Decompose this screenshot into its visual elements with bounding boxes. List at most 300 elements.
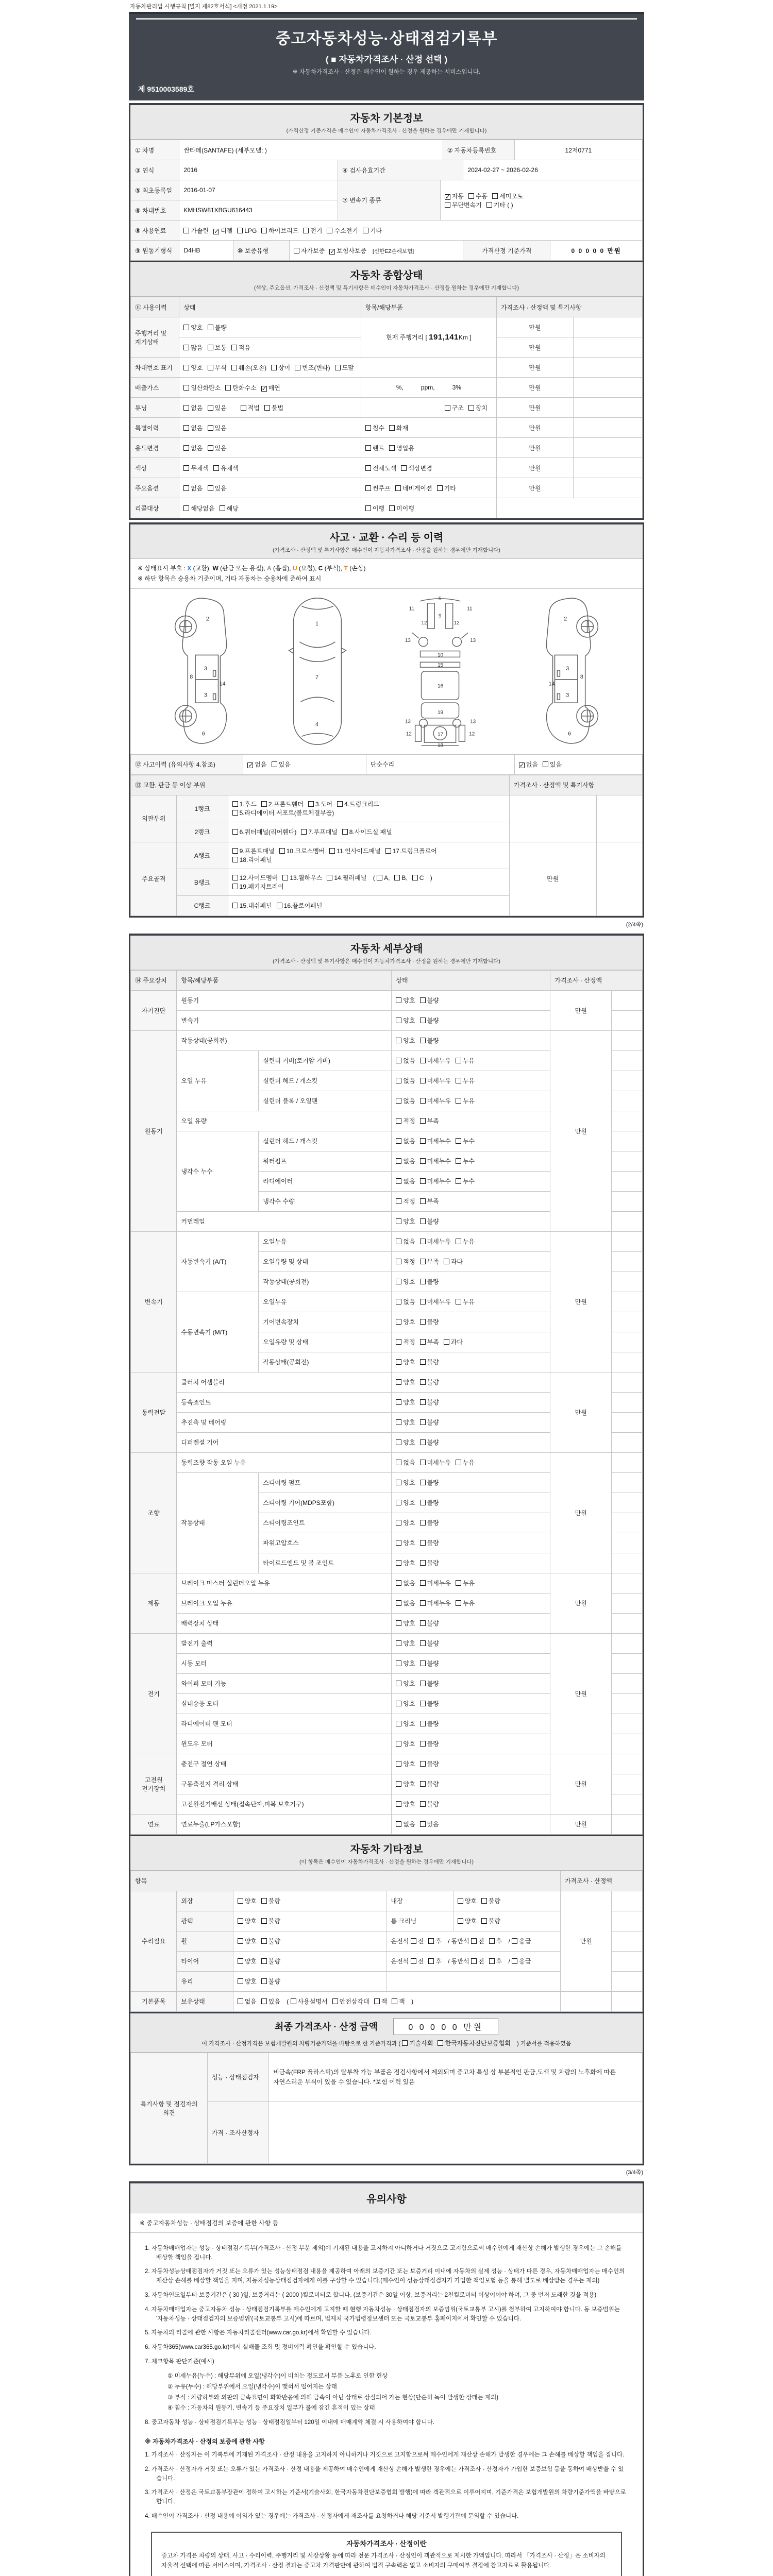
checkbox-option[interactable]	[231, 343, 250, 352]
checkbox-option[interactable]	[456, 1137, 475, 1145]
checkbox-option[interactable]	[420, 1036, 439, 1045]
checkbox-option[interactable]	[420, 1096, 451, 1105]
checkbox-option[interactable]	[489, 1937, 502, 1945]
basic-row-5	[130, 220, 643, 241]
checkbox-option[interactable]	[329, 246, 366, 255]
checkbox-option[interactable]	[327, 226, 358, 235]
checkbox-option[interactable]	[420, 1418, 439, 1427]
checkbox-option[interactable]	[420, 1498, 439, 1507]
price-cell: 만원	[496, 398, 573, 418]
checkbox-option[interactable]	[308, 800, 332, 808]
checkbox-option[interactable]	[261, 800, 304, 808]
checkbox-option[interactable]	[208, 403, 227, 412]
column-header: 상태	[392, 970, 550, 990]
checkbox-option[interactable]	[238, 1937, 257, 1945]
checkbox-label: 없음	[403, 1158, 415, 1165]
checkbox-option[interactable]	[481, 1896, 500, 1905]
checkbox-option[interactable]	[543, 760, 562, 769]
unchecked-box-icon	[396, 1500, 401, 1505]
value-cell	[573, 438, 642, 458]
checkbox-option[interactable]	[396, 1619, 415, 1628]
checkbox-label: 미세누유	[427, 1077, 451, 1085]
checkbox-option[interactable]	[261, 1997, 280, 2006]
checkbox-option[interactable]	[420, 1257, 439, 1266]
checkbox-option[interactable]	[512, 1957, 531, 1965]
checkbox-option[interactable]	[232, 827, 297, 836]
checkbox-label: 불량	[427, 1499, 439, 1507]
checkbox-option[interactable]	[420, 1337, 439, 1346]
unchecked-box-icon	[396, 1379, 401, 1385]
checkbox-option[interactable]	[396, 1780, 415, 1788]
checkbox-option[interactable]	[471, 1957, 484, 1965]
checkbox-option[interactable]	[444, 1337, 463, 1346]
checkbox-option[interactable]	[208, 444, 227, 452]
value-cell	[612, 1573, 643, 1593]
checkbox-option[interactable]	[456, 1056, 475, 1065]
basic-info-tables	[130, 140, 643, 261]
checkbox-option[interactable]	[420, 1639, 439, 1648]
checkbox-option[interactable]	[420, 1137, 451, 1145]
item-group-cell: 오일 누유	[177, 1050, 259, 1111]
checkbox-option[interactable]	[420, 1518, 439, 1527]
checkbox-label: 기타	[369, 227, 382, 234]
checkbox-option[interactable]	[396, 1137, 415, 1145]
checkbox-option[interactable]	[232, 800, 257, 808]
checkbox-option[interactable]	[208, 343, 227, 352]
checkbox-option[interactable]	[411, 1957, 424, 1965]
checkbox-label: 불량	[427, 1439, 439, 1447]
checkbox-option[interactable]	[396, 1719, 415, 1728]
checkbox-option[interactable]	[401, 464, 432, 472]
checkbox-option[interactable]	[396, 1398, 415, 1406]
checkbox-option[interactable]	[396, 1599, 415, 1607]
checkbox-option[interactable]	[445, 200, 482, 209]
label-cell: 리콜대상	[131, 498, 179, 518]
checkbox-label: 양호	[403, 1499, 415, 1507]
checkbox-option[interactable]	[458, 1896, 477, 1905]
checkbox-option[interactable]	[183, 323, 203, 332]
item-cell: 오일누유	[259, 1292, 392, 1312]
unchecked-box-icon	[208, 345, 213, 350]
checkbox-option[interactable]	[456, 1579, 475, 1587]
final-price-note: 이 가격조사 · 산정가격은 보험개발원의 차량기준가액을 바탕으로 한 기준가격과 ( 기술사회 한국자동차진단보증협회 ) 기준서를 적용하였음	[130, 2036, 643, 2053]
checkbox-option[interactable]	[420, 1116, 439, 1125]
checkbox-option[interactable]	[389, 444, 414, 452]
device-cell: 제동	[131, 1573, 177, 1633]
unchecked-box-icon	[396, 1038, 401, 1043]
checkbox-label: 전	[417, 1938, 424, 1945]
checkbox-label: 불량	[427, 1017, 439, 1025]
checkbox-option[interactable]	[420, 1217, 439, 1226]
checkbox-option[interactable]	[411, 1937, 424, 1945]
checkbox-option[interactable]	[396, 1820, 415, 1828]
checkbox-option[interactable]	[396, 1579, 415, 1587]
checkbox-option[interactable]	[237, 227, 257, 234]
checkbox-option[interactable]	[396, 1498, 415, 1507]
unchecked-box-icon	[363, 228, 368, 233]
checkbox-option[interactable]	[264, 403, 283, 412]
unchecked-box-icon	[396, 1279, 401, 1284]
unchecked-box-icon	[396, 1339, 401, 1345]
state-cell	[392, 1071, 550, 1091]
checkbox-option[interactable]	[396, 1759, 415, 1768]
checkbox-option[interactable]	[213, 226, 232, 235]
checkbox-option[interactable]	[261, 226, 298, 235]
unchecked-box-icon	[420, 1259, 426, 1264]
checkbox-option[interactable]	[428, 1937, 442, 1945]
checkbox-option[interactable]	[420, 1759, 439, 1768]
checkbox-option[interactable]	[420, 1317, 439, 1326]
checkbox-option[interactable]	[363, 226, 382, 235]
checkbox-option[interactable]	[261, 1937, 280, 1945]
checkbox-option[interactable]	[396, 1438, 415, 1447]
checkbox-option[interactable]	[329, 846, 380, 855]
checkbox-option[interactable]	[396, 1418, 415, 1427]
price-cell: 만원	[550, 1452, 612, 1573]
value-cell: 단순수리	[366, 754, 514, 774]
checkbox-option[interactable]	[183, 504, 214, 513]
checkbox-option[interactable]	[420, 1820, 439, 1828]
unchecked-box-icon	[396, 1681, 401, 1686]
checkbox-option[interactable]	[396, 1659, 415, 1668]
checkbox-option[interactable]	[420, 1277, 439, 1286]
checkbox-option[interactable]	[512, 1937, 531, 1945]
checkbox-option[interactable]	[456, 1599, 475, 1607]
svg-text:12: 12	[421, 620, 427, 626]
notice-item: 2. 가격조사 · 산정자가 거짓 또는 오류가 있는 가격조사 · 산정 내용을 제공하여 매수인에게 재산상 손해가 발생한 경우에는 가격조사 · 산정자가 가입한 보증보험 등을 통하여 배상받을 수 있습니다.	[145, 2466, 624, 2482]
checkbox-option[interactable]	[231, 363, 266, 372]
checkbox-option[interactable]	[396, 1096, 415, 1105]
checkbox-option[interactable]	[374, 1997, 388, 2006]
checkbox-option[interactable]	[420, 1076, 451, 1085]
checkbox-option[interactable]	[183, 464, 209, 472]
checkbox-option[interactable]	[420, 1378, 439, 1386]
value-cell: 12저0771	[514, 140, 642, 160]
checkbox-option[interactable]	[445, 403, 464, 412]
checkbox-option[interactable]	[420, 1458, 451, 1467]
checkbox-option[interactable]	[337, 800, 379, 808]
checkbox-option[interactable]	[420, 1478, 439, 1487]
checkbox-option[interactable]	[396, 1358, 415, 1366]
value-cell	[573, 378, 642, 398]
checkbox-label: 양호	[403, 1419, 415, 1427]
unchecked-box-icon	[456, 1078, 461, 1083]
checkbox-option[interactable]	[396, 1558, 415, 1567]
unchecked-box-icon	[374, 1998, 380, 2004]
checkbox-option[interactable]	[232, 855, 272, 864]
checkbox-option[interactable]	[183, 383, 221, 392]
value-cell	[612, 1251, 643, 1272]
checkbox-option[interactable]	[396, 1739, 415, 1748]
checkbox-option[interactable]	[396, 1157, 415, 1165]
state-cell	[392, 1010, 550, 1030]
checkbox-option[interactable]	[238, 1997, 257, 2006]
checkbox-option[interactable]	[208, 363, 227, 372]
unchecked-box-icon	[489, 1958, 495, 1964]
state-cell	[392, 1392, 550, 1412]
form-title: 중고자동차성능·상태점검기록부	[275, 30, 498, 47]
checkbox-option[interactable]	[420, 1438, 439, 1447]
checkbox-option[interactable]	[395, 484, 432, 493]
checkbox-option[interactable]	[232, 808, 334, 817]
checkbox-option[interactable]	[272, 760, 291, 769]
checkbox-option[interactable]	[396, 1076, 415, 1085]
checkbox-option[interactable]	[396, 1317, 415, 1326]
checkbox-option[interactable]	[428, 1957, 442, 1965]
checkbox-option[interactable]	[396, 1277, 415, 1286]
price-cell: 만원	[550, 1573, 612, 1633]
header-divider	[136, 18, 637, 20]
checkbox-option[interactable]	[389, 504, 414, 513]
car-side-left-diagram	[153, 595, 246, 748]
checkbox-option[interactable]	[420, 1599, 451, 1607]
checkbox-label: 침수	[372, 424, 385, 432]
checkbox-option[interactable]	[238, 1917, 257, 1925]
checkbox-label: 양호	[403, 1359, 415, 1366]
checkbox-option[interactable]	[396, 1337, 415, 1346]
checkbox-option[interactable]	[396, 1458, 415, 1467]
checkbox-option[interactable]	[396, 1679, 415, 1688]
checkbox-option[interactable]	[489, 1957, 502, 1965]
checkbox-option[interactable]	[456, 1458, 475, 1467]
checkbox-option[interactable]	[261, 1957, 280, 1965]
unchecked-box-icon	[420, 1801, 426, 1807]
checkbox-option[interactable]	[420, 1679, 439, 1688]
checkbox-option[interactable]	[420, 1719, 439, 1728]
checkbox-option[interactable]	[438, 2039, 511, 2047]
value-cell	[612, 1991, 643, 2011]
checkbox-option[interactable]	[208, 484, 227, 493]
checkbox-label: 없음	[403, 1298, 415, 1306]
label-cell: ⑦ 변속기 종류	[338, 180, 441, 221]
checkbox-option[interactable]	[420, 1177, 451, 1185]
checkbox-option[interactable]	[420, 1619, 439, 1628]
checkbox-option[interactable]	[291, 1997, 328, 2006]
checkbox-option[interactable]	[396, 1197, 415, 1206]
checkbox-option[interactable]	[420, 996, 439, 1005]
checkbox-option[interactable]	[365, 504, 384, 513]
checkbox-option[interactable]	[238, 1896, 257, 1905]
svg-text:13: 13	[405, 637, 411, 643]
checkbox-label: 9.프론트패널	[239, 848, 275, 855]
checkbox-option[interactable]	[183, 363, 203, 372]
checkbox-option[interactable]	[492, 192, 523, 200]
checkbox-option[interactable]	[396, 1699, 415, 1708]
checkbox-option[interactable]	[385, 846, 437, 855]
svg-text:14: 14	[548, 681, 555, 687]
checkbox-option[interactable]	[396, 1016, 415, 1025]
checkbox-option[interactable]	[232, 873, 278, 882]
checkbox-label: C	[419, 874, 424, 882]
checkbox-option[interactable]	[247, 760, 266, 769]
checkbox-option[interactable]	[396, 1518, 415, 1527]
checkbox-label: 없음	[191, 444, 203, 452]
item-cell: 동력조향 작동 오일 누유	[177, 1452, 392, 1472]
unchecked-box-icon	[282, 875, 288, 880]
checkbox-option[interactable]	[468, 403, 488, 412]
checkbox-option[interactable]	[396, 1800, 415, 1808]
checkbox-option[interactable]	[183, 226, 209, 235]
checkbox-option[interactable]	[271, 363, 290, 372]
checkbox-option[interactable]	[420, 1558, 439, 1567]
checkbox-label: 양호	[464, 1897, 477, 1905]
checkbox-option[interactable]	[213, 464, 239, 472]
checkbox-option[interactable]	[238, 1977, 257, 1986]
checkbox-option[interactable]	[396, 996, 415, 1005]
checkbox-option[interactable]	[303, 226, 322, 235]
checkbox-option[interactable]	[396, 1297, 415, 1306]
checkbox-option[interactable]	[301, 827, 337, 836]
checkbox-option[interactable]	[183, 484, 203, 493]
label-cell: 2랭크	[177, 822, 228, 842]
checkbox-option[interactable]	[261, 1896, 280, 1905]
checkbox-option[interactable]	[279, 846, 325, 855]
checkbox-option[interactable]	[232, 846, 275, 855]
checkbox-option[interactable]	[365, 444, 384, 452]
checkbox-option[interactable]	[294, 246, 325, 255]
checkbox-option[interactable]	[277, 901, 323, 910]
checkbox-option[interactable]	[468, 192, 488, 200]
checkbox-option[interactable]	[295, 363, 330, 372]
checkbox-option[interactable]	[332, 1997, 369, 2006]
checkbox-option[interactable]	[420, 1056, 451, 1065]
checkbox-label: 잭	[381, 1998, 388, 2006]
checkbox-option[interactable]	[327, 873, 366, 882]
checkbox-label: 없음	[403, 1077, 415, 1085]
checkbox-option[interactable]	[456, 1076, 475, 1085]
checkbox-option[interactable]	[456, 1297, 475, 1306]
checkbox-option[interactable]	[389, 423, 408, 432]
unchecked-box-icon	[420, 1439, 426, 1445]
checkbox-option[interactable]	[220, 504, 239, 513]
unchecked-box-icon	[238, 1938, 243, 1944]
checkbox-option[interactable]	[402, 2039, 433, 2047]
state-cell	[392, 1794, 550, 1814]
checkbox-label: 미세누유	[427, 1057, 451, 1065]
checkbox-label: 양호	[403, 1017, 415, 1025]
checkbox-label: 있음	[549, 761, 562, 769]
checkbox-option[interactable]	[420, 1157, 451, 1165]
item-cell: 실린더 커버(로커암 커버)	[259, 1050, 392, 1071]
unchecked-box-icon	[392, 1998, 397, 2004]
page-marker-3: (3/4쪽)	[626, 2169, 643, 2176]
checkbox-option[interactable]	[396, 1378, 415, 1386]
checkbox-label: 7.루프패널	[308, 828, 338, 836]
checkbox-option[interactable]	[456, 1237, 475, 1246]
unchecked-box-icon	[420, 1741, 426, 1747]
checkbox-option[interactable]	[394, 874, 407, 882]
checkbox-option[interactable]	[261, 1977, 280, 1986]
checkbox-option[interactable]	[396, 1538, 415, 1547]
checkbox-option[interactable]	[456, 1157, 475, 1165]
checkbox-option[interactable]	[420, 1016, 439, 1025]
checkbox-option[interactable]	[420, 1237, 451, 1246]
checkbox-option[interactable]	[208, 423, 227, 432]
checkbox-label: 양호	[244, 1897, 257, 1905]
checkbox-option[interactable]	[420, 1297, 451, 1306]
item-cell: 추진축 및 베어링	[177, 1412, 392, 1432]
checkbox-option[interactable]	[456, 1096, 475, 1105]
checkbox-option[interactable]	[396, 1478, 415, 1487]
checkbox-option[interactable]	[282, 873, 322, 882]
checkbox-option[interactable]	[232, 882, 284, 891]
checkbox-option[interactable]	[396, 1217, 415, 1226]
value-cell	[596, 795, 642, 842]
state-cell	[392, 1613, 550, 1633]
checkbox-option[interactable]	[396, 1177, 415, 1185]
checkbox-option[interactable]	[261, 1917, 280, 1925]
checkbox-option[interactable]	[445, 192, 464, 200]
checkbox-option[interactable]	[396, 1639, 415, 1648]
checkbox-option[interactable]	[335, 363, 354, 372]
label-cell: 외장	[177, 1891, 233, 1911]
checkbox-option[interactable]	[396, 1116, 415, 1125]
checkbox-option[interactable]	[420, 1659, 439, 1668]
checkbox-option[interactable]	[412, 874, 424, 882]
checkbox-option[interactable]	[471, 1937, 484, 1945]
checkbox-option[interactable]	[420, 1739, 439, 1748]
checkbox-option[interactable]	[519, 760, 538, 769]
checkbox-option[interactable]	[183, 343, 203, 352]
checkbox-label: 양호	[403, 1278, 415, 1286]
checkbox-option[interactable]	[420, 1197, 439, 1206]
value-cell	[179, 458, 361, 478]
checkbox-option[interactable]	[396, 1036, 415, 1045]
checkbox-option[interactable]	[365, 484, 391, 493]
checkbox-option[interactable]	[420, 1358, 439, 1366]
checkbox-option[interactable]	[365, 423, 384, 432]
checkbox-option[interactable]	[420, 1800, 439, 1808]
checkbox-option[interactable]	[261, 383, 280, 392]
checkbox-option[interactable]	[437, 484, 456, 493]
checkbox-option[interactable]	[377, 874, 390, 882]
checkbox-option[interactable]	[420, 1579, 451, 1587]
checkbox-label: 양호	[244, 1938, 257, 1945]
item-cell: 실린더 헤드 / 개스킷	[259, 1131, 392, 1151]
unchecked-box-icon	[396, 1761, 401, 1767]
checkbox-option[interactable]	[420, 1780, 439, 1788]
checkbox-option[interactable]	[225, 383, 256, 392]
checkbox-option[interactable]	[444, 1257, 463, 1266]
checkbox-option[interactable]	[183, 444, 203, 452]
checkbox-option[interactable]	[396, 1257, 415, 1266]
checkbox-option[interactable]	[396, 1056, 415, 1065]
checkbox-option[interactable]	[481, 1917, 500, 1925]
checkbox-option[interactable]	[420, 1538, 439, 1547]
checkbox-option[interactable]	[183, 423, 203, 432]
unchecked-box-icon	[208, 365, 213, 370]
checkbox-option[interactable]	[456, 1177, 475, 1185]
checkbox-option[interactable]	[486, 200, 513, 209]
checkbox-option[interactable]	[365, 464, 396, 472]
checkbox-option[interactable]	[183, 403, 203, 412]
checkbox-option[interactable]	[420, 1699, 439, 1708]
checkbox-option[interactable]	[392, 1997, 405, 2006]
statute-note: 자동차관리법 시행규칙 [별지 제82호서식] <개정 2021.1.19>	[130, 4, 278, 10]
checkbox-option[interactable]	[232, 901, 272, 910]
checkbox-option[interactable]	[241, 403, 260, 412]
checkbox-option[interactable]	[208, 323, 227, 332]
checkbox-option[interactable]	[396, 1237, 415, 1246]
checkbox-option[interactable]	[238, 1957, 257, 1965]
other-info-subtitle: (이 항목은 매수인이 자동차가격조사 · 산정을 원하는 경우에만 기재합니다)	[299, 1858, 474, 1865]
checkbox-option[interactable]	[458, 1917, 477, 1925]
checkbox-option[interactable]	[420, 1398, 439, 1406]
notice-item: 1. 가격조사 · 산정자는 이 기록부에 기재된 가격조사 · 산정 내용을 고지하지 아니하거나 거짓으로 고지함으로써 매수인에게 재산상 손해가 발생한 경우에는 그 손해를 배상할 책임을 집니다.	[145, 2451, 625, 2458]
unchecked-box-icon	[183, 345, 189, 350]
checkbox-label: 16.플로어패널	[283, 902, 323, 910]
checkbox-option[interactable]	[342, 827, 392, 836]
